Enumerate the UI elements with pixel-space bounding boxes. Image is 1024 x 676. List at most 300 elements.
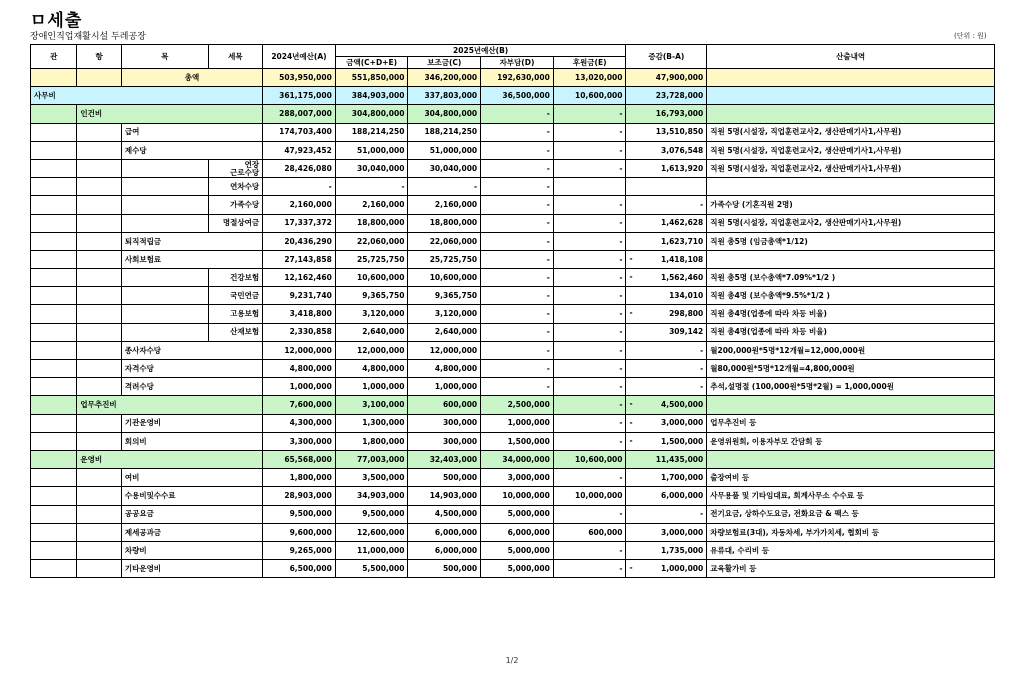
value-self: 10,000,000 — [481, 487, 554, 505]
value-note: 차량보험료(3대), 자동차세, 부가가치세, 협회비 등 — [707, 523, 995, 541]
value-subsidy: 12,000,000 — [408, 341, 481, 359]
value-subsidy: 304,800,000 — [408, 105, 481, 123]
value-diff — [626, 250, 707, 268]
value-note: 직원 5명(시설장, 직업훈련교사2, 생산판매기사1,사무원) — [707, 159, 995, 177]
value-self: 5,000,000 — [481, 560, 554, 578]
table-row — [31, 287, 995, 305]
value-diff: - — [626, 196, 707, 214]
value-donation: - — [553, 414, 626, 432]
empty-cell — [31, 287, 77, 305]
value-2024: 2,160,000 — [263, 196, 336, 214]
empty-cell — [31, 523, 77, 541]
value-donation: 10,000,000 — [553, 487, 626, 505]
value-diff: 134,010 — [626, 287, 707, 305]
value-2025-total: 551,850,000 — [335, 69, 408, 87]
value-self: 2,500,000 — [481, 396, 554, 414]
table-row — [31, 69, 995, 87]
value-subsidy: 3,120,000 — [408, 305, 481, 323]
unit-label: (단위 : 원) — [954, 32, 987, 40]
table-row — [31, 360, 995, 378]
value-note — [707, 396, 995, 414]
value-2024: 47,923,452 — [263, 141, 336, 159]
empty-cell — [77, 69, 121, 87]
value-self: - — [481, 105, 554, 123]
value-2025-total: 384,903,000 — [335, 87, 408, 105]
row-label: 운영비 — [77, 450, 263, 468]
empty-cell — [121, 323, 208, 341]
empty-cell — [77, 487, 121, 505]
col-mok: 목 — [121, 45, 208, 69]
value-donation: - — [553, 250, 626, 268]
table-row — [31, 159, 995, 177]
table-row — [31, 487, 995, 505]
value-note: 사무용품 및 기타임대료, 회계사무소 수수료 등 — [707, 487, 995, 505]
empty-cell — [77, 214, 121, 232]
value-self: 1,000,000 — [481, 414, 554, 432]
value-self: - — [481, 250, 554, 268]
value-2024: 3,418,800 — [263, 305, 336, 323]
empty-cell — [31, 232, 77, 250]
value-donation: 10,600,000 — [553, 87, 626, 105]
value-2024: 174,703,400 — [263, 123, 336, 141]
col-diff: 증감(B-A) — [626, 45, 707, 69]
row-label: 제수당 — [121, 141, 262, 159]
value-self: 1,500,000 — [481, 432, 554, 450]
value-subsidy: 600,000 — [408, 396, 481, 414]
empty-cell — [121, 287, 208, 305]
value-2025-total: 2,160,000 — [335, 196, 408, 214]
empty-cell — [31, 178, 77, 196]
diff-amount: 1,000,000 — [661, 563, 704, 573]
value-subsidy: 4,800,000 — [408, 360, 481, 378]
value-2025-total: 1,800,000 — [335, 432, 408, 450]
empty-cell — [77, 469, 121, 487]
empty-cell — [77, 505, 121, 523]
value-donation: - — [553, 360, 626, 378]
value-donation: - — [553, 341, 626, 359]
value-donation: 13,020,000 — [553, 69, 626, 87]
row-label: 가족수당 — [208, 196, 263, 214]
empty-cell — [31, 360, 77, 378]
value-2025-total: 2,640,000 — [335, 323, 408, 341]
value-self: - — [481, 232, 554, 250]
row-label: 퇴직적립금 — [121, 232, 262, 250]
value-self: - — [481, 323, 554, 341]
value-diff — [626, 560, 707, 578]
value-subsidy: 2,160,000 — [408, 196, 481, 214]
empty-cell — [77, 178, 121, 196]
value-2024: 9,265,000 — [263, 541, 336, 559]
empty-cell — [77, 432, 121, 450]
empty-cell — [77, 250, 121, 268]
value-2024: 27,143,858 — [263, 250, 336, 268]
row-label-line: 근로수당 — [230, 167, 260, 177]
value-self: - — [481, 269, 554, 287]
value-self: 5,000,000 — [481, 541, 554, 559]
value-note — [707, 69, 995, 87]
empty-cell — [77, 523, 121, 541]
value-note — [707, 450, 995, 468]
value-diff: - — [626, 360, 707, 378]
value-2025-total: 18,800,000 — [335, 214, 408, 232]
empty-cell — [121, 305, 208, 323]
row-label: 자격수당 — [121, 360, 262, 378]
table-row — [31, 396, 995, 414]
diff-amount: 298,800 — [669, 309, 704, 319]
value-self: 5,000,000 — [481, 505, 554, 523]
table-row — [31, 432, 995, 450]
row-label: 차량비 — [121, 541, 262, 559]
value-donation: - — [553, 378, 626, 396]
empty-cell — [77, 159, 121, 177]
row-label: 수용비및수수료 — [121, 487, 262, 505]
value-diff — [626, 305, 707, 323]
value-2024: 1,000,000 — [263, 378, 336, 396]
value-subsidy: 337,803,000 — [408, 87, 481, 105]
value-2024: 503,950,000 — [263, 69, 336, 87]
value-note: 운영위원회, 이용자부모 간담회 등 — [707, 432, 995, 450]
value-2024: 7,600,000 — [263, 396, 336, 414]
value-self: - — [481, 378, 554, 396]
value-note: 직원 총4명(업종에 따라 차등 비율) — [707, 305, 995, 323]
diff-amount: 1,418,108 — [661, 254, 704, 264]
value-2025-total: 12,600,000 — [335, 523, 408, 541]
value-diff — [626, 269, 707, 287]
row-label: 국민연금 — [208, 287, 263, 305]
row-label: 총액 — [121, 69, 262, 87]
empty-cell — [31, 141, 77, 159]
value-2024: 12,000,000 — [263, 341, 336, 359]
value-donation: - — [553, 105, 626, 123]
value-2024: 4,300,000 — [263, 414, 336, 432]
value-donation: - — [553, 232, 626, 250]
empty-cell — [31, 269, 77, 287]
value-note: 직원 총4명(업종에 따라 차등 비율) — [707, 323, 995, 341]
value-donation: - — [553, 269, 626, 287]
page-number: 1/2 — [505, 656, 519, 665]
value-subsidy: 22,060,000 — [408, 232, 481, 250]
diff-amount: 4,500,000 — [661, 400, 704, 410]
value-donation: 600,000 — [553, 523, 626, 541]
value-2025-total: 11,000,000 — [335, 541, 408, 559]
value-note: 유류대, 수리비 등 — [707, 541, 995, 559]
value-2024: 20,436,290 — [263, 232, 336, 250]
row-label-line: 연장 — [244, 159, 260, 169]
value-2025-total: 77,003,000 — [335, 450, 408, 468]
value-note: 직원 5명(시설장, 직업훈련교사2, 생산판매기사1,사무원) — [707, 141, 995, 159]
page-title: ㅁ세출 — [30, 11, 83, 31]
diff-amount: 3,000,000 — [661, 418, 704, 428]
value-diff: 1,735,000 — [626, 541, 707, 559]
col-2024: 2024년예산(A) — [263, 45, 336, 69]
value-diff: 23,728,000 — [626, 87, 707, 105]
empty-cell — [31, 450, 77, 468]
table-row — [31, 105, 995, 123]
value-subsidy: 6,000,000 — [408, 523, 481, 541]
value-donation: 10,600,000 — [553, 450, 626, 468]
value-donation: - — [553, 505, 626, 523]
value-diff — [626, 414, 707, 432]
table-row — [31, 214, 995, 232]
value-self: 3,000,000 — [481, 469, 554, 487]
col-donation: 후원금(E) — [553, 57, 626, 69]
empty-cell — [121, 178, 208, 196]
diff-amount: 1,562,460 — [661, 272, 704, 282]
value-subsidy: - — [408, 178, 481, 196]
col-total: 금액(C+D+E) — [335, 57, 408, 69]
value-diff: 16,793,000 — [626, 105, 707, 123]
value-donation: - — [553, 469, 626, 487]
value-self: - — [481, 123, 554, 141]
value-subsidy: 6,000,000 — [408, 541, 481, 559]
value-diff — [626, 178, 707, 196]
value-note — [707, 105, 995, 123]
table-row — [31, 414, 995, 432]
value-self: - — [481, 196, 554, 214]
value-2024: 1,800,000 — [263, 469, 336, 487]
empty-cell — [31, 378, 77, 396]
empty-cell — [77, 287, 121, 305]
row-label: 제세공과금 — [121, 523, 262, 541]
value-2024: - — [263, 178, 336, 196]
empty-cell — [77, 378, 121, 396]
value-note: 업무추진비 등 — [707, 414, 995, 432]
row-label: 회의비 — [121, 432, 262, 450]
negative-sign: - — [629, 417, 633, 427]
value-subsidy: 51,000,000 — [408, 141, 481, 159]
col-gwan: 관 — [31, 45, 77, 69]
empty-cell — [31, 396, 77, 414]
row-label: 산재보험 — [208, 323, 263, 341]
table-row — [31, 123, 995, 141]
value-subsidy: 346,200,000 — [408, 69, 481, 87]
empty-cell — [121, 196, 208, 214]
value-2025-total: 34,903,000 — [335, 487, 408, 505]
value-2024: 28,903,000 — [263, 487, 336, 505]
row-label: 연차수당 — [208, 178, 263, 196]
value-subsidy: 300,000 — [408, 432, 481, 450]
value-2025-total: 51,000,000 — [335, 141, 408, 159]
value-note: 가족수당 (기혼직원 2명) — [707, 196, 995, 214]
value-donation: - — [553, 196, 626, 214]
facility-name: 장애인직업재활시설 두레공장 — [30, 32, 146, 42]
value-donation: - — [553, 560, 626, 578]
empty-cell — [31, 487, 77, 505]
negative-sign: - — [629, 563, 633, 573]
empty-cell — [31, 214, 77, 232]
value-diff: - — [626, 505, 707, 523]
value-note: 월80,000원*5명*12개월=4,800,000원 — [707, 360, 995, 378]
value-self: - — [481, 360, 554, 378]
table-row — [31, 469, 995, 487]
value-subsidy: 4,500,000 — [408, 505, 481, 523]
value-diff: 47,900,000 — [626, 69, 707, 87]
table-row — [31, 305, 995, 323]
value-note — [707, 178, 995, 196]
empty-cell — [77, 341, 121, 359]
empty-cell — [77, 141, 121, 159]
empty-cell — [31, 505, 77, 523]
negative-sign: - — [629, 435, 633, 445]
table-row — [31, 541, 995, 559]
value-2024: 17,337,372 — [263, 214, 336, 232]
row-label: 업무추진비 — [77, 396, 263, 414]
value-2025-total: 188,214,250 — [335, 123, 408, 141]
value-donation: - — [553, 123, 626, 141]
empty-cell — [31, 469, 77, 487]
empty-cell — [31, 123, 77, 141]
value-2025-total: 9,500,000 — [335, 505, 408, 523]
empty-cell — [31, 105, 77, 123]
negative-sign: - — [629, 253, 633, 263]
value-self: - — [481, 305, 554, 323]
table-row — [31, 323, 995, 341]
row-label: 공공요금 — [121, 505, 262, 523]
value-note: 추석,설명절 (100,000원*5명*2월) = 1,000,000원 — [707, 378, 995, 396]
row-label: 기관운영비 — [121, 414, 262, 432]
value-note: 월200,000원*5명*12개월=12,000,000원 — [707, 341, 995, 359]
col-self: 자부담(D) — [481, 57, 554, 69]
col-subsidy: 보조금(C) — [408, 57, 481, 69]
row-label: 기타운영비 — [121, 560, 262, 578]
empty-cell — [77, 560, 121, 578]
value-note: 직원 5명(시설장, 직업훈련교사2, 생산판매기사1,사무원) — [707, 214, 995, 232]
value-subsidy: 300,000 — [408, 414, 481, 432]
value-self: - — [481, 159, 554, 177]
value-note: 교육활가비 등 — [707, 560, 995, 578]
row-label: 명절상여금 — [208, 214, 263, 232]
value-diff: 11,435,000 — [626, 450, 707, 468]
value-donation: - — [553, 396, 626, 414]
value-subsidy: 18,800,000 — [408, 214, 481, 232]
value-note — [707, 87, 995, 105]
value-subsidy: 500,000 — [408, 469, 481, 487]
value-self: 36,500,000 — [481, 87, 554, 105]
empty-cell — [31, 305, 77, 323]
row-label: 급여 — [121, 123, 262, 141]
value-donation: - — [553, 159, 626, 177]
empty-cell — [77, 323, 121, 341]
value-2025-total: 22,060,000 — [335, 232, 408, 250]
value-diff: 1,623,710 — [626, 232, 707, 250]
value-2024: 2,330,858 — [263, 323, 336, 341]
empty-cell — [77, 305, 121, 323]
value-diff: 3,076,548 — [626, 141, 707, 159]
value-2024: 3,300,000 — [263, 432, 336, 450]
value-2025-total: 3,500,000 — [335, 469, 408, 487]
value-diff: - — [626, 341, 707, 359]
empty-cell — [77, 414, 121, 432]
empty-cell — [31, 69, 77, 87]
value-2025-total: 30,040,000 — [335, 159, 408, 177]
empty-cell — [121, 159, 208, 177]
value-subsidy: 2,640,000 — [408, 323, 481, 341]
table-row — [31, 232, 995, 250]
value-2025-total: 4,800,000 — [335, 360, 408, 378]
value-diff: 1,613,920 — [626, 159, 707, 177]
value-note: 직원 5명(시설장, 직업훈련교사2, 생산판매기사1,사무원) — [707, 123, 995, 141]
empty-cell — [77, 360, 121, 378]
empty-cell — [77, 541, 121, 559]
value-2024: 361,175,000 — [263, 87, 336, 105]
value-2025-total: 9,365,750 — [335, 287, 408, 305]
value-note: 직원 총4명 (보수총액*9.5%*1/2 ) — [707, 287, 995, 305]
budget-table — [30, 44, 995, 578]
value-subsidy: 500,000 — [408, 560, 481, 578]
table-row — [31, 341, 995, 359]
value-2025-total: 12,000,000 — [335, 341, 408, 359]
value-2025-total: - — [335, 178, 408, 196]
empty-cell — [31, 159, 77, 177]
value-subsidy: 1,000,000 — [408, 378, 481, 396]
value-self: 192,630,000 — [481, 69, 554, 87]
table-row — [31, 178, 995, 196]
negative-sign: - — [629, 308, 633, 318]
value-2024: 28,426,080 — [263, 159, 336, 177]
table-row — [31, 250, 995, 268]
value-subsidy: 25,725,750 — [408, 250, 481, 268]
table-row — [31, 450, 995, 468]
table-row — [31, 141, 995, 159]
value-diff: 3,000,000 — [626, 523, 707, 541]
empty-cell — [31, 560, 77, 578]
budget-body — [31, 69, 995, 578]
header-row-1 — [31, 45, 995, 57]
table-row — [31, 196, 995, 214]
value-2025-total: 1,300,000 — [335, 414, 408, 432]
value-diff: 1,700,000 — [626, 469, 707, 487]
table-row — [31, 505, 995, 523]
value-self: 6,000,000 — [481, 523, 554, 541]
value-donation — [553, 178, 626, 196]
empty-cell — [31, 341, 77, 359]
value-subsidy: 32,403,000 — [408, 450, 481, 468]
empty-cell — [121, 214, 208, 232]
value-2025-total: 3,120,000 — [335, 305, 408, 323]
empty-cell — [31, 196, 77, 214]
col-note: 산출내역 — [707, 45, 995, 69]
negative-sign: - — [629, 272, 633, 282]
value-subsidy: 14,903,000 — [408, 487, 481, 505]
value-note: 직원 총5명 (임금총액*1/12) — [707, 232, 995, 250]
value-donation: - — [553, 214, 626, 232]
table-row — [31, 560, 995, 578]
row-label: 건강보험 — [208, 269, 263, 287]
value-self: - — [481, 287, 554, 305]
value-note: 직원 총5명 (보수총액*7.09%*1/2 ) — [707, 269, 995, 287]
diff-amount: 1,500,000 — [661, 436, 704, 446]
value-diff: 309,142 — [626, 323, 707, 341]
value-self: - — [481, 141, 554, 159]
row-label: 고용보험 — [208, 305, 263, 323]
negative-sign: - — [629, 399, 633, 409]
table-row — [31, 523, 995, 541]
value-subsidy: 30,040,000 — [408, 159, 481, 177]
empty-cell — [31, 250, 77, 268]
table-row — [31, 269, 995, 287]
value-2024: 9,500,000 — [263, 505, 336, 523]
empty-cell — [121, 269, 208, 287]
table-row — [31, 87, 995, 105]
value-subsidy: 9,365,750 — [408, 287, 481, 305]
value-self: - — [481, 214, 554, 232]
value-2025-total: 1,000,000 — [335, 378, 408, 396]
value-diff: 6,000,000 — [626, 487, 707, 505]
empty-cell — [77, 123, 121, 141]
value-2024: 9,600,000 — [263, 523, 336, 541]
value-2024: 288,007,000 — [263, 105, 336, 123]
value-2025-total: 5,500,000 — [335, 560, 408, 578]
